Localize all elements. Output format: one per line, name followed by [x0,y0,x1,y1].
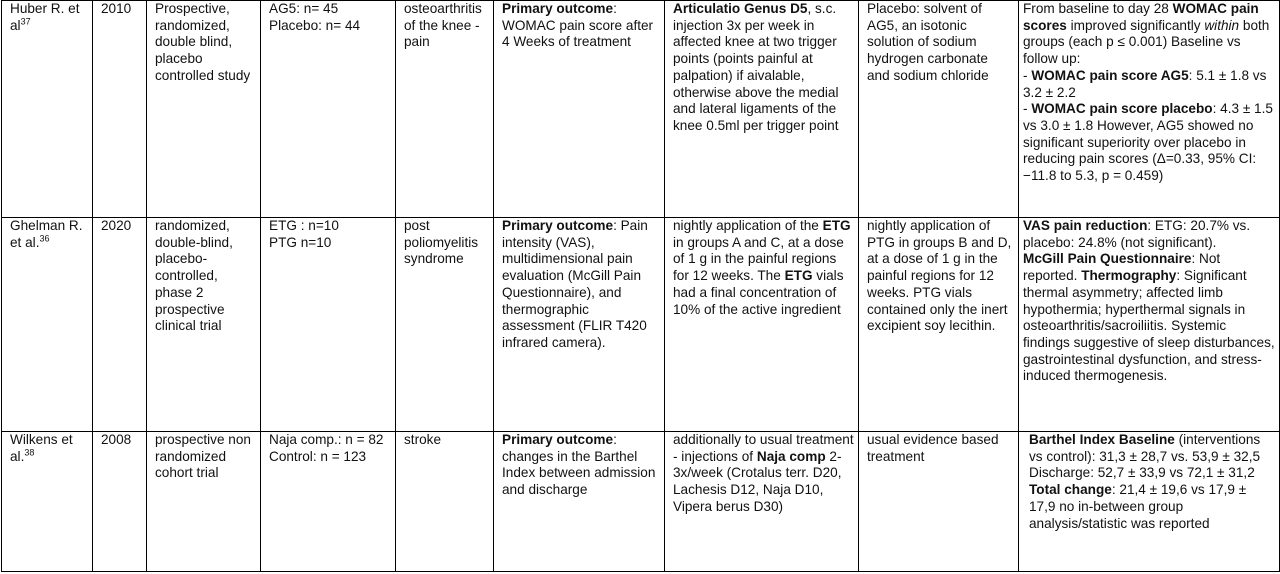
indication-cell: post poliomyelitis syndrome [396,218,494,432]
control-cell: nightly application of PTG in groups B and D, at a dose of 1 g in the painful regions for 12 weeks. PTG vials contained only the inert excipient soy lecithin. [859,218,1019,432]
year-cell: 2010 [93,1,147,218]
sample-cell: Naja comp.: n = 82 Control: n = 123 [261,432,396,572]
control-cell: Placebo: solvent of AG5, an isotonic solution of sodium hydrogen carbonate and sodium chloride [859,1,1019,218]
outcome-cell: Primary outcome: Pain intensity (VAS), multidimensional pain evaluation (McGill Pain Questionnaire), and thermographic assessment (FLIR T420 infrared camera). [494,218,665,432]
indication-cell: stroke [396,432,494,572]
intervention-cell: nightly application of the ETG in groups A and C, at a dose of 1 g in the painful regions for 12 weeks. The ETG vials had a final concentration of 10% of the active ingredient [665,218,859,432]
author-cell: Wilkens et al.$^{38}$ [2,432,93,572]
results-cell: VAS pain reduction: ETG: 20.7% vs. placebo: 24.8% (not significant). McGill Pain Questionnaire: Not reported. Thermography: Significant thermal asymmetry; affected limb hypothermia; hyperthermal signals in osteoarthritis/sacroiliitis. Systemic findings suggestive of sleep disturbances, gastrointestinal dysfunction, and stress-induced thermogenesis. [1019,218,1280,432]
author-cell: Huber R. et $al^{37}$ [2,1,93,218]
outcome-cell: Primary outcome: changes in the Barthel Index between admission and discharge [494,432,665,572]
control-cell: usual evidence based treatment [859,432,1019,572]
results-cell: From baseline to day 28 WOMAC pain scores improved significantly within both groups (each p ≤ 0.001) Baseline vs follow up: - WOMAC pain score AG5: 5.1 ± 1.8 vs 3.2 ± 2.2 - WOMAC pain score placebo: 4.3 ± 1.5 vs 3.0 ± 1.8 However, AG5 showed no significant superiority over placebo in reducing pain scores (Δ=0.33, 95% CI: −11.8 to 5.3, p = 0.459) [1019,1,1280,218]
reference-superscript: 38 [24,447,35,458]
design-cell: prospective non randomized cohort trial [147,432,261,572]
year-cell: 2008 [93,432,147,572]
reference-superscript: 36 [39,233,50,244]
intervention-cell: additionally to usual treatment - injections of Naja comp 2-3x/week (Crotalus terr. D20, Lachesis D12, Naja D10, Vipera berus D30) [665,432,859,572]
studies-table [1,0,1280,572]
author-cell: Ghelman R. et al.$^{36}$ [2,218,93,432]
outcome-cell: Primary outcome: WOMAC pain score after 4 Weeks of treatment [494,1,665,218]
year-cell: 2020 [93,218,147,432]
results-cell: Barthel Index Baseline (interventions vs control): 31,3 ± 28,7 vs. 53,9 ± 32,5 Discharge: 52,7 ± 33,9 vs 72,1 ± 31,2 Total change: 21,4 ± 19,6 vs 17,9 ± 17,9 no in-between group analysis/statistic was reported [1019,432,1280,572]
table-row [2,432,1280,572]
reference-superscript: 37 [20,16,31,27]
sample-cell: AG5: n= 45 Placebo: n= 44 [261,1,396,218]
sample-cell: ETG : n=10 PTG n=10 [261,218,396,432]
intervention-cell: Articulatio Genus D5, s.c. injection 3x per week in affected knee at two trigger points (points painful at palpation) if aivalable, otherwise above the medial and lateral ligaments of the knee 0.5ml per trigger point [665,1,859,218]
design-cell: randomized, double-blind, placebo-controlled, phase 2 prospective clinical trial [147,218,261,432]
table-row [2,218,1280,432]
table-row [2,1,1280,218]
design-cell: Prospective, randomized, double blind, placebo controlled study [147,1,261,218]
indication-cell: osteoarthritis of the knee - pain [396,1,494,218]
